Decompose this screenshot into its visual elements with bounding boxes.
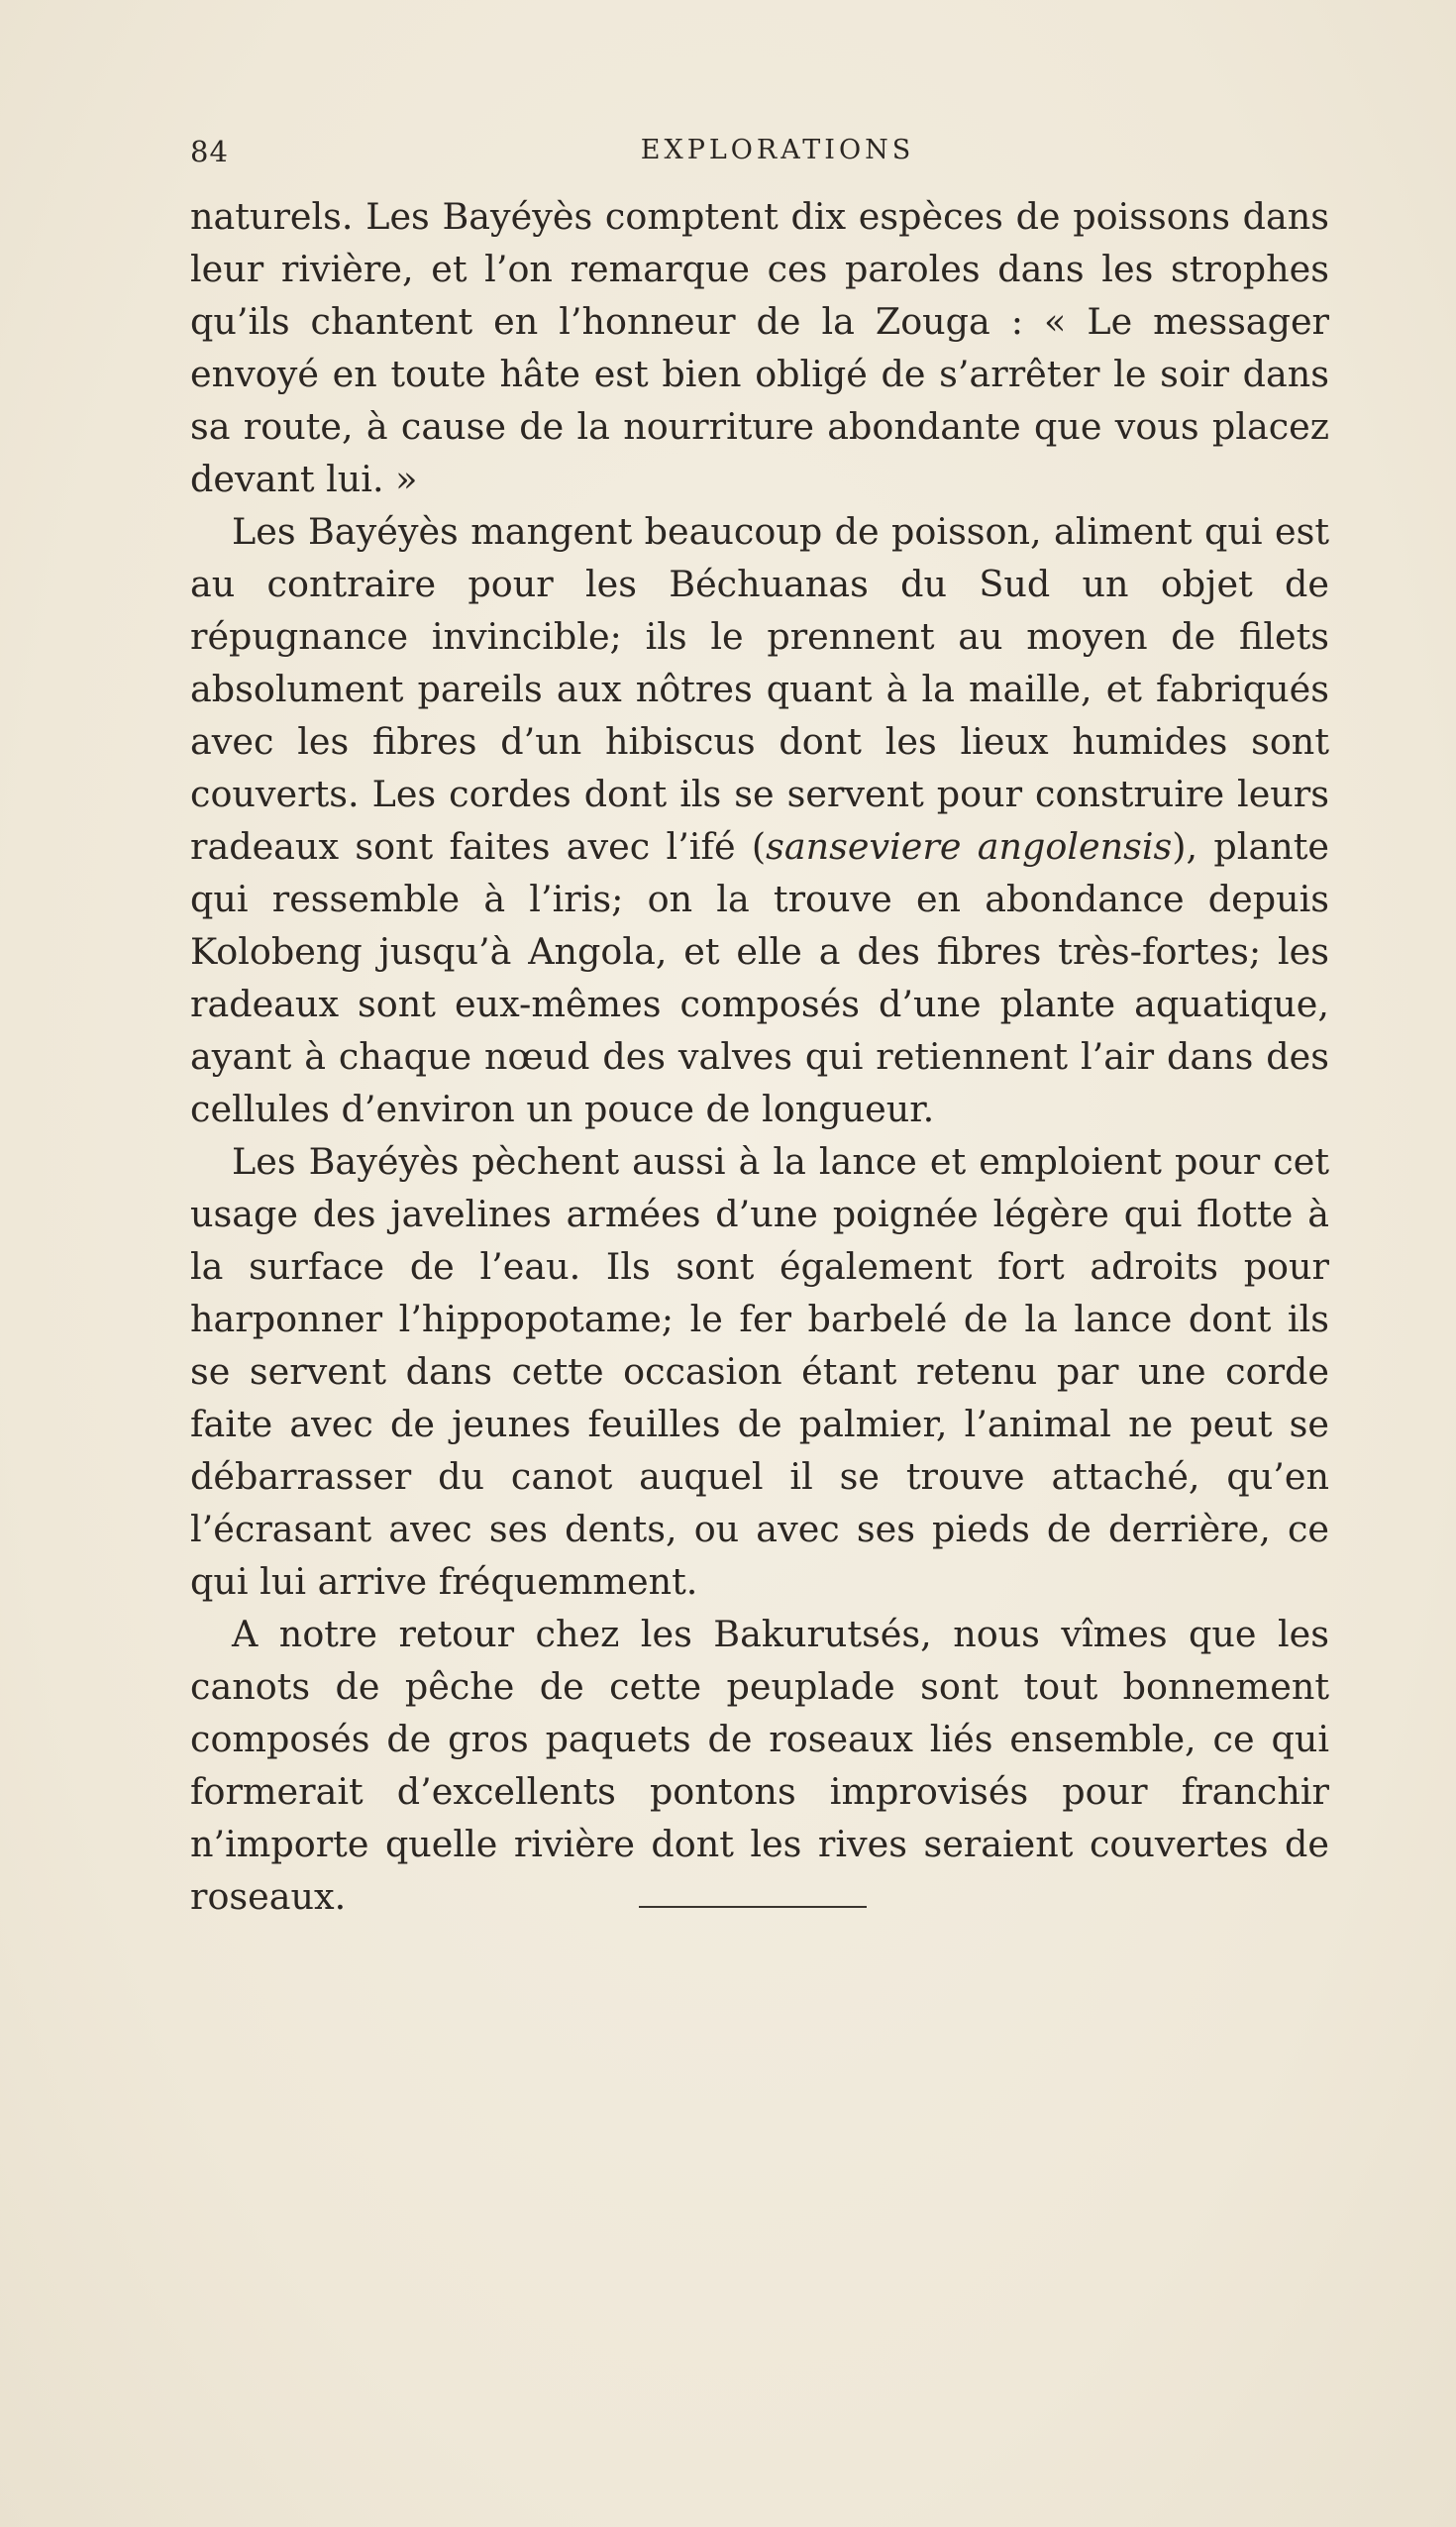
page-number: 84	[190, 135, 229, 168]
paragraph-2-text-a: Les Bayéyès mangent beaucoup de poisson, aliment qui est au contraire pour les Béchuanas du Sud un objet de répugnance invincible; ils le prennent au moyen de filets absolument pareils aux nôtres quant à la maille, et fabriqués avec les fibres d’un hibiscus dont les lieux humides sont couverts. Les cordes dont ils se servent pour construire leurs radeaux sont faites avec l’ifé (	[190, 510, 1329, 868]
chapter-end-rule	[639, 1906, 867, 1908]
body-text	[190, 190, 1329, 1923]
paragraph-2-text-b: ), plante qui ressemble à l’iris; on la trouve en abondance depuis Kolobeng jusqu’à Angola, et elle a des fibres très-fortes; les radeaux sont eux-mêmes composés d’une plante aquatique, ayant à chaque nœud des valves qui retiennent l’air dans des cellules d’environ un pouce de longueur.	[190, 825, 1329, 1130]
species-name: sanseviere angolensis	[766, 825, 1173, 868]
paragraph-4: A notre retour chez les Bakurutsés, nous vîmes que les canots de pêche de cette peuplade sont tout bonnement composés de gros paquets de roseaux liés ensemble, ce qui formerait d’excellents pontons improvisés pour franchir n’importe quelle rivière dont les rives seraient couvertes de roseaux.	[190, 1613, 1329, 1918]
paragraph-2	[190, 505, 1329, 1135]
paragraph-1: naturels. Les Bayéyès comptent dix espèces de poissons dans leur rivière, et l’on remarque ces paroles dans les strophes qu’ils chantent en l’honneur de la Zouga : « Le messager envoyé en toute hâte est bien obligé de s’arrêter le soir dans sa route, à cause de la nourriture abondante que vous placez devant lui. »	[190, 195, 1329, 500]
running-head: EXPLORATIONS	[640, 135, 915, 165]
paragraph-3: Les Bayéyès pèchent aussi à la lance et emploient pour cet usage des javelines armées d’une poignée légère qui flotte à la surface de l’eau. Ils sont également fort adroits pour harponner l’hippopotame; le fer barbelé de la lance dont ils se servent dans cette occasion étant retenu par une corde faite avec de jeunes feuilles de palmier, l’animal ne peut se débarrasser du canot auquel il se trouve attaché, qu’en l’écrasant avec ses dents, ou avec ses pieds de derrière, ce qui lui arrive fréquemment.	[190, 1140, 1329, 1603]
page-header	[190, 135, 1365, 174]
